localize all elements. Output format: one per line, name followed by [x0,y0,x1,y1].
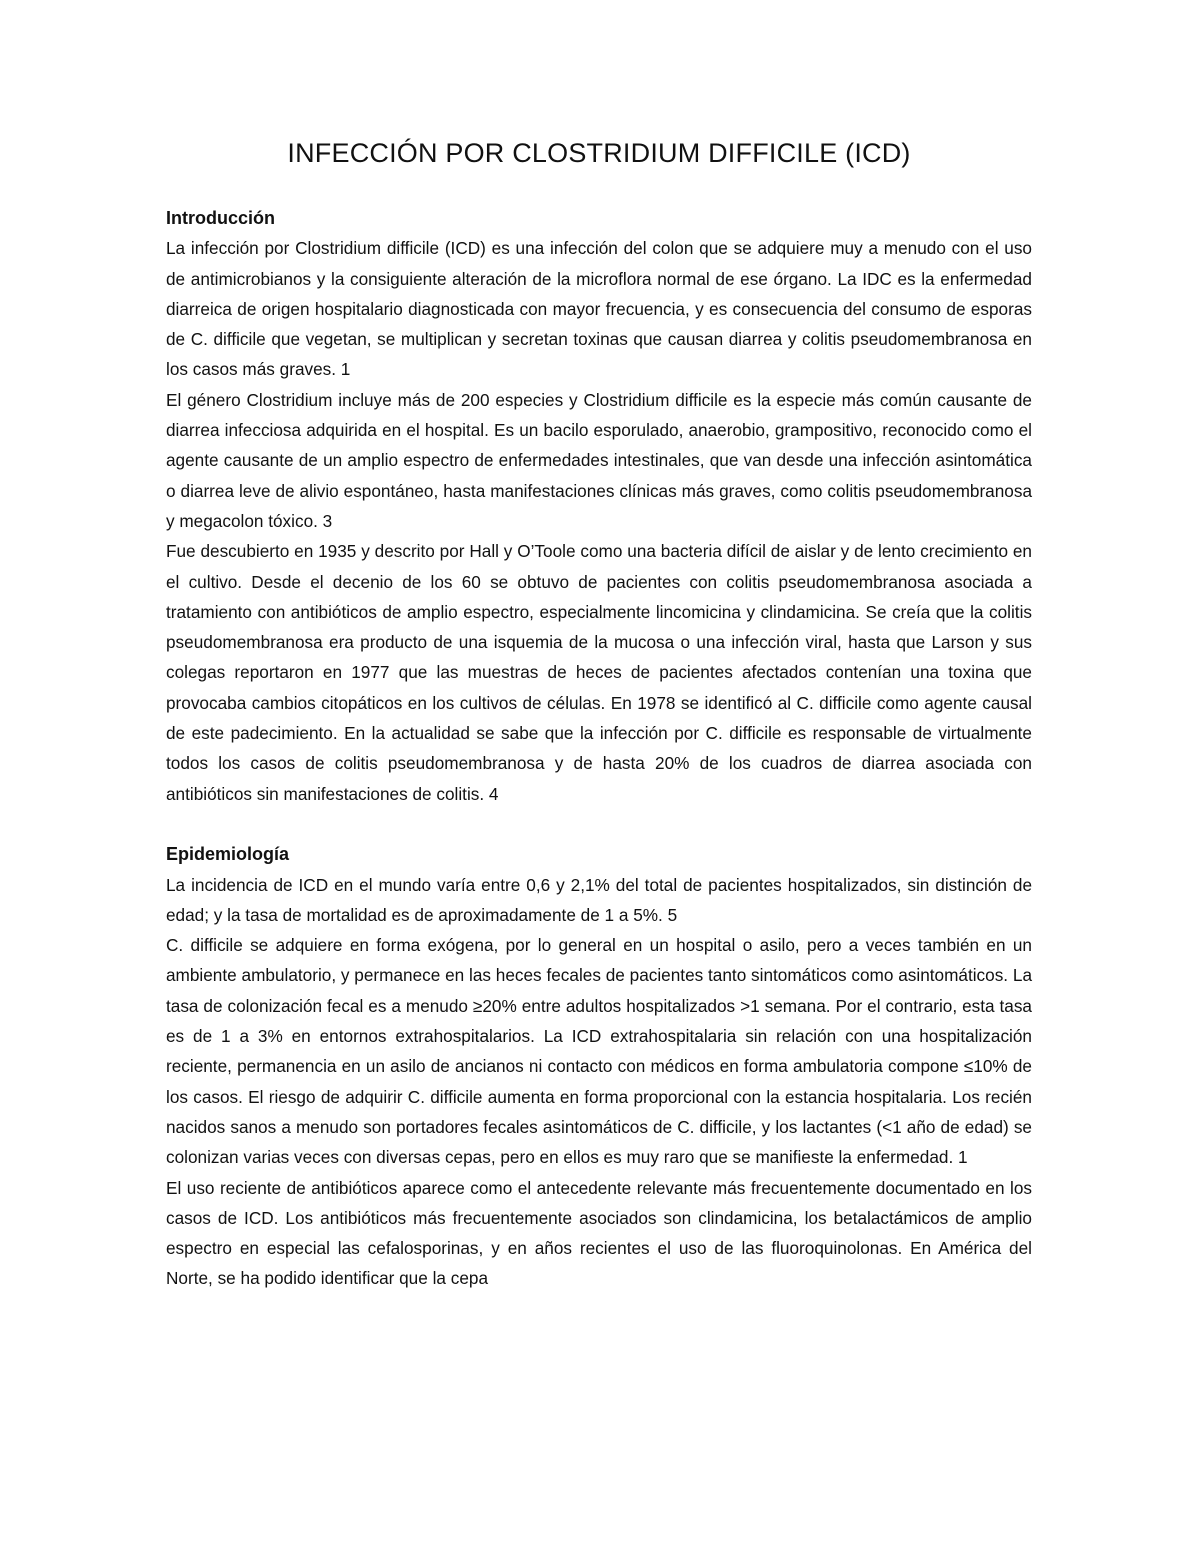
paragraph: Fue descubierto en 1935 y descrito por Hall y O’Toole como una bacteria difícil de aislar y de lento crecimiento en el cultivo. Desde el decenio de los 60 se obtuvo de pacientes con colitis pseudomembranosa asociada a tratamiento con antibióticos de amplio espectro, especialmente lincomicina y clindamicina. Se creía que la colitis pseudomembranosa era producto de una isquemia de la mucosa o una infección viral, hasta que Larson y sus colegas reportaron en 1977 que las muestras de heces de pacientes afectados contenían una toxina que provocaba cambios citopáticos en los cultivos de células. En 1978 se identificó al C. difficile como agente causal de este padecimiento. En la actualidad se sabe que la infección por C. difficile es responsable de virtualmente todos los casos de colitis pseudomembranosa y de hasta 20% de los cuadros de diarrea asociada con antibióticos sin manifestaciones de colitis. 4 [166,541,1032,804]
section-introduccion [166,203,1032,809]
section-heading-epidemiologia: Epidemiología [166,844,290,865]
paragraph: El uso reciente de antibióticos aparece como el antecedente relevante más frecuentemente documentado en los casos de ICD. Los antibióticos más frecuentemente asociados son clindamicina, los betalactámicos de amplio espectro en especial las cefalosporinas, y en años recientes el uso de las fluoroquinolonas. En América del Norte, se ha podido identificar que la cepa [166,1177,1032,1289]
paragraph: C. difficile se adquiere en forma exógena, por lo general en un hospital o asilo, pero a veces también en un ambiente ambulatorio, y permanece en las heces fecales de pacientes tanto sintomáticos como asintomáticos. La tasa de colonización fecal es a menudo ≥20% entre adultos hospitalizados >1 semana. Por el contrario, esta tasa es de 1 a 3% en entornos extrahospitalarios. La ICD extrahospitalaria sin relación con una hospitalización reciente, permanencia en un asilo de ancianos ni contacto con médicos en forma ambulatoria compone ≤10% de los casos. El riesgo de adquirir C. difficile aumenta en forma proporcional con la estancia hospitalaria. Los recién nacidos sanos a menudo son portadores fecales asintomáticos de C. difficile, y los lactantes (<1 año de edad) se colonizan varias veces con diversas cepas, pero en ellos es muy raro que se manifieste la enfermedad. 1 [166,935,1032,1168]
section-heading-introduccion: Introducción [166,208,275,228]
paragraph: La infección por Clostridium difficile (ICD) es una infección del colon que se adquiere muy a menudo con el uso de antimicrobianos y la consiguiente alteración de la microflora normal de ese órgano. La IDC es la enfermedad diarreica de origen hospitalario diagnosticada con mayor frecuencia, y es consecuencia del consumo de esporas de C. difficile que vegetan, se multiplican y secretan toxinas que causan diarrea y colitis pseudomembranosa en los casos más graves. 1 [166,238,1032,380]
document-body [166,138,1032,1294]
paragraph: La incidencia de ICD en el mundo varía entre 0,6 y 2,1% del total de pacientes hospitalizados, sin distinción de edad; y la tasa de mortalidad es de aproximadamente de 1 a 5%. 5 [166,874,1032,925]
paragraph: El género Clostridium incluye más de 200 especies y Clostridium difficile es la especie más común causante de diarrea infecciosa adquirida en el hospital. Es un bacilo esporulado, anaerobio, grampositivo, reconocido como el agente causante de un amplio espectro de enfermedades intestinales, que van desde una infección asintomática o diarrea leve de alivio espontáneo, hasta manifestaciones clínicas más graves, como colitis pseudomembranosa y megacolon tóxico. 3 [166,389,1032,531]
section-epidemiologia [166,839,1032,1293]
document-title: INFECCIÓN POR CLOSTRIDIUM DIFFICILE (ICD) [287,138,911,168]
section-spacer [166,809,1032,839]
